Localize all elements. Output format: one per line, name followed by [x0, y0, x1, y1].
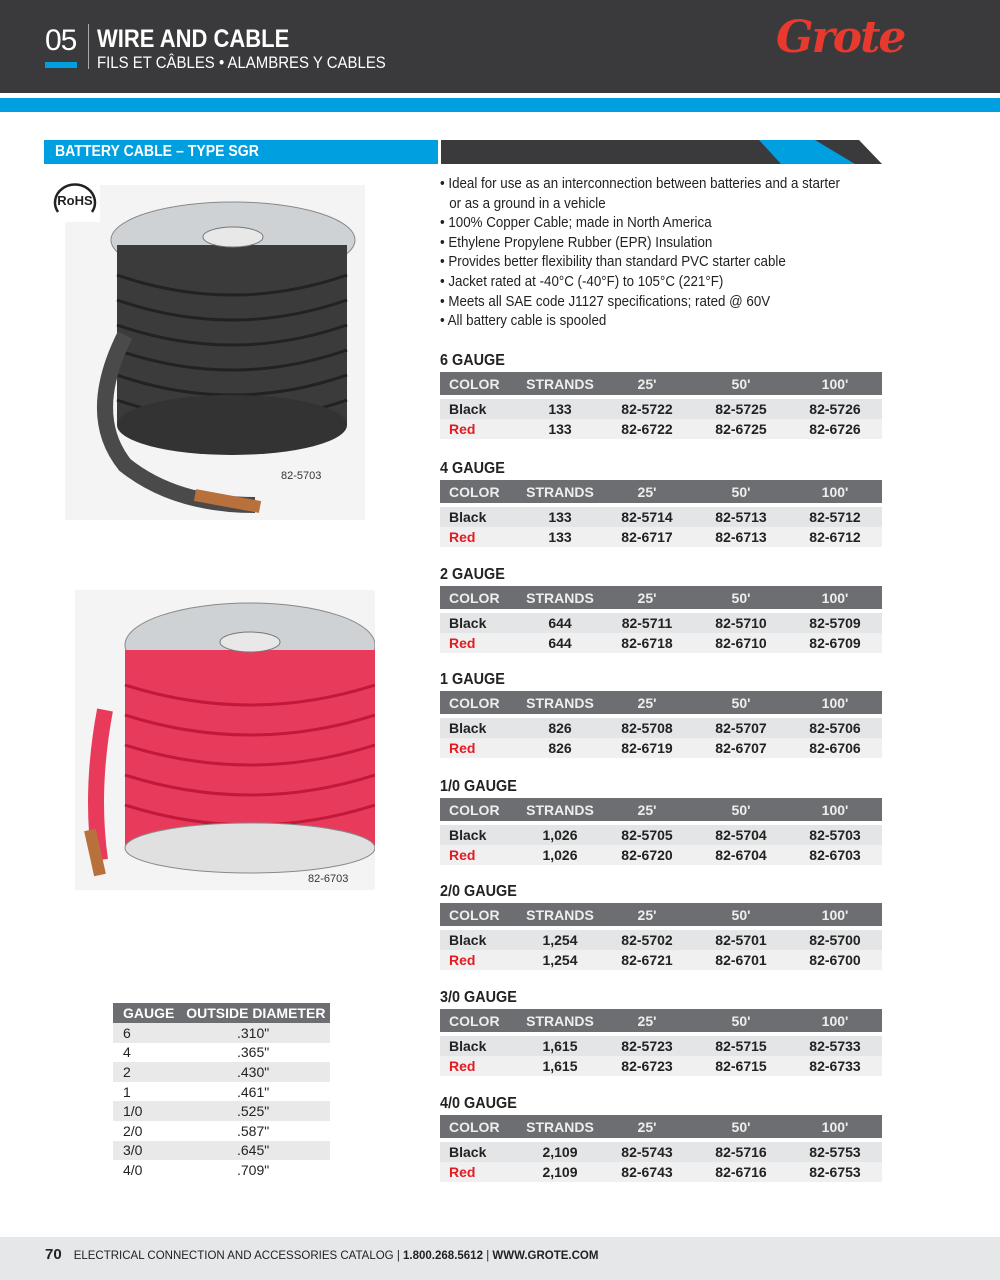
color-cell: Red [440, 527, 520, 547]
table-row [113, 1062, 330, 1082]
column-header: 100' [788, 1009, 882, 1032]
color-cell: Black [440, 718, 520, 738]
gauge-title: 2/0 GAUGE [440, 883, 517, 900]
color-cell: Red [440, 633, 520, 653]
color-cell: Black [440, 1142, 520, 1162]
part-100ft-cell: 82-5706 [788, 718, 882, 738]
table-row [113, 1043, 330, 1063]
red-cable-spool-image [75, 590, 375, 890]
gauge-title: 1/0 GAUGE [440, 778, 517, 795]
color-cell: Black [440, 825, 520, 845]
catalog-name: ELECTRICAL CONNECTION AND ACCESSORIES CATALOG [73, 1250, 394, 1262]
strands-cell: 1,615 [520, 1056, 600, 1076]
part-100ft-cell: 82-6726 [788, 419, 882, 439]
part-100ft-cell: 82-5726 [788, 399, 882, 419]
diameter-cell: .645" [176, 1141, 330, 1161]
gauge-table [440, 480, 882, 547]
column-header: 25' [600, 372, 694, 395]
table-row [440, 419, 882, 439]
color-cell: Red [440, 1056, 520, 1076]
table-row [440, 950, 882, 970]
part-50ft-cell: 82-6710 [694, 633, 788, 653]
part-100ft-cell: 82-6706 [788, 738, 882, 758]
table-row [440, 613, 882, 633]
gauge-block [440, 566, 882, 653]
part-50ft-cell: 82-6725 [694, 419, 788, 439]
table-row [113, 1141, 330, 1161]
color-cell: Black [440, 930, 520, 950]
part-50ft-cell: 82-5710 [694, 613, 788, 633]
column-header: COLOR [440, 691, 520, 714]
column-header: STRANDS [520, 1115, 600, 1138]
part-50ft-cell: 82-6713 [694, 527, 788, 547]
column-header: 50' [694, 903, 788, 926]
gauge-table [440, 903, 882, 970]
strands-cell: 826 [520, 738, 600, 758]
column-header: 100' [788, 1115, 882, 1138]
column-header: 100' [788, 480, 882, 503]
part-50ft-cell: 82-5704 [694, 825, 788, 845]
part-100ft-cell: 82-5700 [788, 930, 882, 950]
part-100ft-cell: 82-5733 [788, 1036, 882, 1056]
footer-separator: | [486, 1250, 490, 1262]
part-25ft-cell: 82-6719 [600, 738, 694, 758]
column-header: COLOR [440, 798, 520, 821]
gauge-table [440, 798, 882, 865]
column-header: COLOR [440, 586, 520, 609]
part-100ft-cell: 82-6712 [788, 527, 882, 547]
phone-number: 1.800.268.5612 [403, 1250, 483, 1262]
rohs-label: RoHS [57, 193, 93, 208]
gauge-title: 6 GAUGE [440, 352, 505, 369]
table-row [440, 1142, 882, 1162]
part-25ft-cell: 82-5714 [600, 507, 694, 527]
table-row [440, 845, 882, 865]
gauge-table [440, 691, 882, 758]
gauge-block [440, 671, 882, 758]
color-cell: Black [440, 1036, 520, 1056]
gauge-table [440, 372, 882, 439]
column-header: COLOR [440, 1115, 520, 1138]
page-number: 70 [45, 1246, 62, 1263]
gauge-block [440, 989, 882, 1076]
column-header: 25' [600, 903, 694, 926]
column-header: STRANDS [520, 903, 600, 926]
strands-cell: 133 [520, 527, 600, 547]
feature-list [440, 175, 880, 332]
rohs-badge [50, 180, 100, 222]
gauge-table [440, 586, 882, 653]
strands-cell: 1,615 [520, 1036, 600, 1056]
part-50ft-cell: 82-5716 [694, 1142, 788, 1162]
footer-text [45, 1246, 598, 1263]
column-header: 100' [788, 691, 882, 714]
feature-item: • All battery cable is spooled [440, 313, 607, 330]
gauge-cell: 6 [113, 1023, 176, 1043]
column-header: 25' [600, 798, 694, 821]
color-cell: Red [440, 845, 520, 865]
gauge-cell: 1 [123, 1083, 131, 1100]
column-header: OUTSIDE DIAMETER [176, 1003, 330, 1023]
feature-item: • Meets all SAE code J1127 specifications; rated @ 60V [440, 293, 771, 310]
gauge-title: 3/0 GAUGE [440, 989, 517, 1006]
header-separator [88, 24, 89, 69]
color-cell: Black [440, 507, 520, 527]
section-title: BATTERY CABLE – TYPE SGR [55, 143, 259, 160]
part-25ft-cell: 82-6723 [600, 1056, 694, 1076]
part-25ft-cell: 82-5711 [600, 613, 694, 633]
diameter-cell: .461" [236, 1083, 270, 1100]
color-cell: Red [440, 419, 520, 439]
table-row [113, 1101, 330, 1121]
column-header: STRANDS [520, 1009, 600, 1032]
footer-separator: | [396, 1250, 400, 1262]
column-header: COLOR [440, 372, 520, 395]
table-row [440, 527, 882, 547]
strands-cell: 133 [520, 419, 600, 439]
gauge-title: 2 GAUGE [440, 566, 505, 583]
part-25ft-cell: 82-6720 [600, 845, 694, 865]
section-number-underline [45, 62, 77, 68]
column-header: STRANDS [520, 480, 600, 503]
gauge-title: 4/0 GAUGE [440, 1095, 517, 1112]
feature-item: • Provides better flexibility than standard PVC starter cable [440, 254, 786, 271]
gauge-block [440, 460, 882, 547]
strands-cell: 826 [520, 718, 600, 738]
part-100ft-cell: 82-6700 [788, 950, 882, 970]
column-header: 25' [600, 691, 694, 714]
column-header: 25' [600, 1009, 694, 1032]
part-50ft-cell: 82-6715 [694, 1056, 788, 1076]
column-header: 50' [694, 586, 788, 609]
column-header: 100' [788, 798, 882, 821]
column-header: COLOR [440, 903, 520, 926]
section-number: 05 [45, 24, 77, 57]
column-header: 25' [600, 480, 694, 503]
gauge-cell: 2 [113, 1062, 176, 1082]
part-50ft-cell: 82-5713 [694, 507, 788, 527]
part-25ft-cell: 82-5743 [600, 1142, 694, 1162]
part-100ft-cell: 82-6753 [788, 1162, 882, 1182]
strands-cell: 1,254 [520, 950, 600, 970]
image-part-number: 82-5703 [281, 470, 322, 482]
table-row [440, 1162, 882, 1182]
strands-cell: 133 [520, 399, 600, 419]
gauge-cell: 4 [123, 1044, 131, 1061]
column-header: 25' [600, 586, 694, 609]
table-row [440, 507, 882, 527]
column-header: STRANDS [520, 691, 600, 714]
gauge-block [440, 352, 882, 439]
part-100ft-cell: 82-5753 [788, 1142, 882, 1162]
feature-item: • Jacket rated at -40°C (-40°F) to 105°C (221°F) [440, 273, 724, 290]
part-25ft-cell: 82-5705 [600, 825, 694, 845]
feature-item: • Ideal for use as an interconnection between batteries and a starter [440, 176, 840, 192]
header-accent-bar [0, 98, 1000, 112]
part-50ft-cell: 82-6701 [694, 950, 788, 970]
gauge-cell: 3/0 [113, 1141, 176, 1161]
table-row [113, 1160, 330, 1180]
part-25ft-cell: 82-5722 [600, 399, 694, 419]
part-100ft-cell: 82-5709 [788, 613, 882, 633]
gauge-block [440, 883, 882, 970]
diameter-cell: .430" [176, 1062, 330, 1082]
column-header: 100' [788, 903, 882, 926]
diameter-cell: .310" [176, 1023, 330, 1043]
part-50ft-cell: 82-5715 [694, 1036, 788, 1056]
color-cell: Red [440, 1162, 520, 1182]
column-header: 50' [694, 1115, 788, 1138]
part-25ft-cell: 82-6721 [600, 950, 694, 970]
part-100ft-cell: 82-5712 [788, 507, 882, 527]
diameter-cell: .587" [236, 1122, 270, 1139]
grote-logo: Grote [776, 12, 905, 63]
diameter-cell: .525" [176, 1101, 330, 1121]
part-50ft-cell: 82-6716 [694, 1162, 788, 1182]
part-25ft-cell: 82-6743 [600, 1162, 694, 1182]
diameter-cell: .365" [236, 1044, 270, 1061]
gauge-table [440, 1009, 882, 1076]
part-100ft-cell: 82-5703 [788, 825, 882, 845]
column-header: 50' [694, 480, 788, 503]
table-row [113, 1082, 330, 1102]
part-100ft-cell: 82-6703 [788, 845, 882, 865]
part-50ft-cell: 82-5701 [694, 930, 788, 950]
page-subtitle: FILS ET CÂBLES • ALAMBRES Y CABLES [97, 53, 386, 72]
gauge-cell: 4/0 [123, 1161, 143, 1178]
part-50ft-cell: 82-6704 [694, 845, 788, 865]
color-cell: Red [440, 950, 520, 970]
column-header: COLOR [440, 480, 520, 503]
table-row [440, 930, 882, 950]
color-cell: Black [440, 399, 520, 419]
column-header: 50' [694, 372, 788, 395]
table-row [440, 718, 882, 738]
part-25ft-cell: 82-6718 [600, 633, 694, 653]
column-header: 50' [694, 691, 788, 714]
gauge-table [440, 1115, 882, 1182]
strands-cell: 1,026 [520, 825, 600, 845]
part-25ft-cell: 82-5708 [600, 718, 694, 738]
strands-cell: 133 [520, 507, 600, 527]
column-header: STRANDS [520, 586, 600, 609]
strands-cell: 644 [520, 613, 600, 633]
column-header: 100' [788, 372, 882, 395]
feature-item: • 100% Copper Cable; made in North America [440, 215, 712, 232]
website-link[interactable]: WWW.GROTE.COM [492, 1250, 599, 1262]
part-50ft-cell: 82-5707 [694, 718, 788, 738]
part-25ft-cell: 82-6722 [600, 419, 694, 439]
gauge-cell: 1/0 [113, 1101, 176, 1121]
gauge-cell: 2/0 [123, 1122, 143, 1139]
diameter-cell: .709" [236, 1161, 270, 1178]
section-band-decoration [441, 140, 882, 164]
table-row [113, 1023, 330, 1043]
column-header: 100' [788, 586, 882, 609]
column-header: 50' [694, 1009, 788, 1032]
table-row [440, 738, 882, 758]
part-25ft-cell: 82-6717 [600, 527, 694, 547]
table-row [440, 1056, 882, 1076]
feature-item: • Ethylene Propylene Rubber (EPR) Insulation [440, 234, 713, 251]
part-25ft-cell: 82-5723 [600, 1036, 694, 1056]
column-header: 50' [694, 798, 788, 821]
strands-cell: 1,254 [520, 930, 600, 950]
column-header: 25' [600, 1115, 694, 1138]
page-title: WIRE AND CABLE [97, 25, 290, 53]
column-header: COLOR [440, 1009, 520, 1032]
table-row [440, 1036, 882, 1056]
gauge-title: 4 GAUGE [440, 460, 505, 477]
table-row [113, 1121, 330, 1141]
feature-item: or as a ground in a vehicle [449, 195, 606, 212]
column-header: STRANDS [520, 372, 600, 395]
part-100ft-cell: 82-6709 [788, 633, 882, 653]
strands-cell: 644 [520, 633, 600, 653]
image-part-number: 82-6703 [308, 873, 349, 885]
part-100ft-cell: 82-6733 [788, 1056, 882, 1076]
table-row [440, 633, 882, 653]
part-50ft-cell: 82-6707 [694, 738, 788, 758]
table-row [440, 399, 882, 419]
outside-diameter-table [113, 1003, 330, 1180]
strands-cell: 2,109 [520, 1162, 600, 1182]
part-25ft-cell: 82-5702 [600, 930, 694, 950]
header-divider [0, 95, 1000, 97]
color-cell: Red [440, 738, 520, 758]
gauge-block [440, 778, 882, 865]
table-row [440, 825, 882, 845]
column-header: STRANDS [520, 798, 600, 821]
column-header: GAUGE [113, 1003, 176, 1023]
color-cell: Black [440, 613, 520, 633]
strands-cell: 2,109 [520, 1142, 600, 1162]
part-50ft-cell: 82-5725 [694, 399, 788, 419]
gauge-title: 1 GAUGE [440, 671, 505, 688]
gauge-block [440, 1095, 882, 1182]
strands-cell: 1,026 [520, 845, 600, 865]
